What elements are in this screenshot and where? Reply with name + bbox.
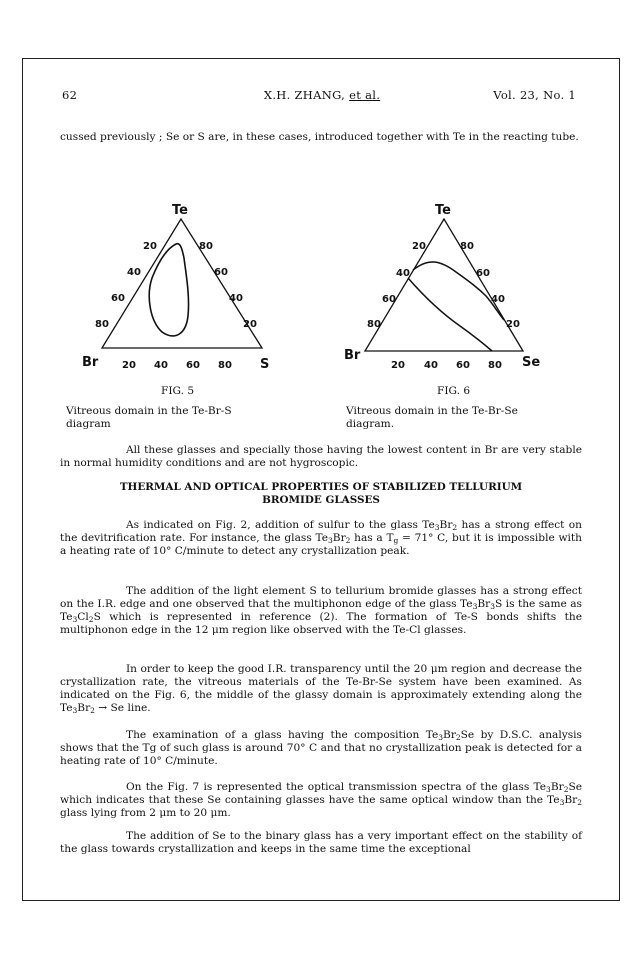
fig5-vitreous-domain	[149, 244, 188, 336]
paragraph-stability: All these glasses and specially those having the lowest content in Br are very stable in normal humidity conditions and are not hygroscopic.	[60, 444, 582, 469]
section-heading: THERMAL AND OPTICAL PROPERTIES OF STABILIZED TELLURIUM BROMIDE GLASSES	[119, 481, 523, 506]
fig5-bottom-tick: 40	[154, 360, 168, 371]
volume-issue: Vol. 23, No. 1	[493, 88, 576, 102]
fig5-left-tick: 40	[127, 267, 141, 278]
fig6-domain-upper-boundary	[413, 262, 504, 320]
fig6-bottom-tick: 20	[391, 360, 405, 371]
fig5-apex-top: Te	[172, 203, 188, 218]
fig6-left-tick: 20	[412, 241, 426, 252]
fig6-right-tick: 80	[460, 241, 474, 252]
fig6-right-tick: 40	[491, 294, 505, 305]
fig6-bottom-tick: 80	[488, 360, 502, 371]
figure-6-label: FIG. 6	[437, 385, 471, 397]
fig5-right-tick: 60	[214, 267, 228, 278]
fig6-bottom-tick: 60	[456, 360, 470, 371]
fig5-apex-left: Br	[82, 355, 99, 370]
fig6-apex-right: Se	[522, 355, 541, 370]
figure-5-caption: Vitreous domain in the Te-Br-S diagram	[66, 405, 232, 430]
fig5-apex-right: S	[260, 357, 270, 372]
paragraph-se-addition: The addition of Se to the binary glass has a very important effect on the stability of the glass towards crystallization and keeps in the same time the exceptional	[60, 830, 582, 855]
fig5-left-tick: 80	[95, 319, 109, 330]
fig5-left-tick: 60	[111, 293, 125, 304]
fig5-right-tick: 20	[243, 319, 257, 330]
fig5-right-tick: 80	[199, 241, 213, 252]
intro-paragraph: cussed previously ; Se or S are, in these cases, introduced together with Te in the reacting tube.	[60, 131, 579, 143]
fig6-left-tick: 40	[396, 268, 410, 279]
running-head-authors: X.H. ZHANG, et al.	[263, 88, 381, 102]
fig6-bottom-tick: 40	[424, 360, 438, 371]
paragraph-light-element: The addition of the light element S to tellurium bromide glasses has a strong effect on the I.R. edge and one observed that the multiphonon edge of the glass $Te_3Br_3S$ is the same as $Te_3Cl_2S$ which is represented in reference (2). The formation of Te-S bonds shifts the multiphonon edge in the 12 μm region like observed with the Te-Cl glasses.	[60, 585, 582, 636]
paragraph-te-br-se-system: In order to keep the good I.R. transparency until the 20 μm region and decrease the crystallization rate, the vitreous materials of the Te-Br-Se system have been examined. As indicated on the Fig. 6, the middle of the glassy domain is approximately extending along the $Te_3Br_2 \to Se$ line.	[60, 663, 582, 715]
figure-5-ternary-diagram	[80, 196, 310, 376]
figure-6-caption: Vitreous domain in the Te-Br-Se diagram.	[346, 405, 518, 430]
page-border	[22, 58, 620, 901]
fig6-apex-top: Te	[435, 203, 451, 218]
fig5-bottom-tick: 60	[186, 360, 200, 371]
fig6-apex-left: Br	[344, 348, 361, 363]
fig6-right-tick: 20	[506, 319, 520, 330]
fig5-bottom-tick: 20	[122, 360, 136, 371]
paragraph-dsc-analysis: The examination of a glass having the composition $Te_3Br_2Se$ by D.S.C. analysis shows that the Tg of such glass is around 70° C and that no crystallization peak is detected for a heating rate of 10° C/minute.	[60, 729, 582, 767]
paragraph-optical-transmission: On the Fig. 7 is represented the optical transmission spectra of the glass $Te_3Br_2Se$ which indicates that these Se containing glasses have the same optical window than the $Te_3Br_2$ glass lying from 2 μm to 20 μm.	[60, 781, 582, 819]
et-al: et al.	[349, 88, 381, 102]
page-number: 62	[62, 88, 78, 102]
fig6-left-tick: 60	[382, 294, 396, 305]
fig5-triangle	[102, 219, 262, 348]
paragraph-sulfur-addition: As indicated on Fig. 2, addition of sulfur to the glass $Te_3Br_2$ has a strong effect on the devitrification rate. For instance, the glass $Te_3Br_2$ has a $T_g = 71^\circ$ C, but it is impossible with a heating rate of 10° C/minute to detect any crystallization peak.	[60, 519, 582, 557]
fig5-left-tick: 20	[143, 241, 157, 252]
figure-6-ternary-diagram	[340, 196, 580, 376]
fig6-right-tick: 60	[476, 268, 490, 279]
figure-5-label: FIG. 5	[161, 385, 195, 397]
fig5-bottom-tick: 80	[218, 360, 232, 371]
fig6-left-tick: 80	[367, 319, 381, 330]
fig5-right-tick: 40	[229, 293, 243, 304]
fig6-domain-lower-boundary	[408, 278, 492, 351]
fig6-triangle	[365, 219, 523, 351]
